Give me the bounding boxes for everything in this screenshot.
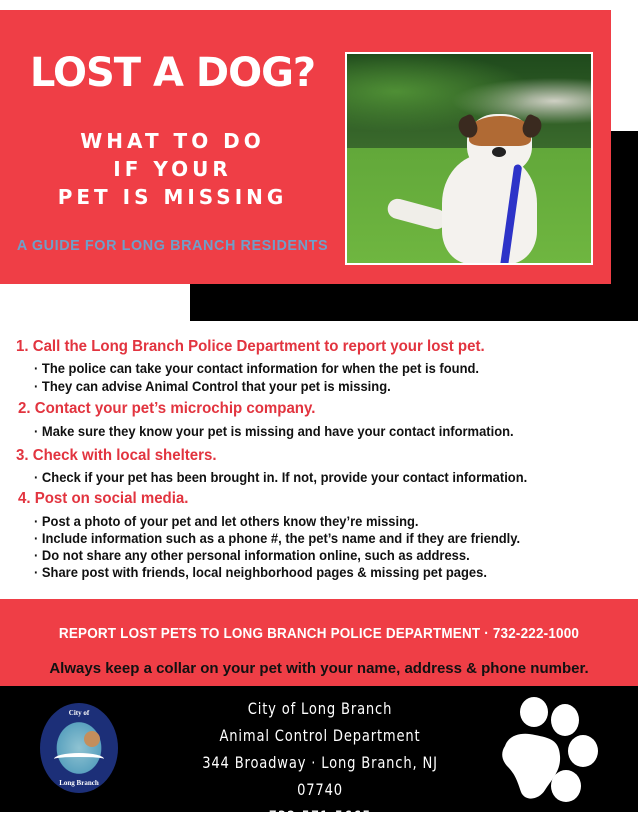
dog-tail bbox=[385, 197, 448, 232]
step-bullet: · Make sure they know your pet is missing and have your contact information. bbox=[34, 424, 514, 439]
guide-tagline: A GUIDE FOR LONG BRANCH RESIDENTS bbox=[16, 237, 329, 254]
department-address: 344 Broadway · Long Branch, NJ 07740 bbox=[202, 753, 438, 799]
seal-top-text: City of bbox=[68, 709, 90, 717]
dog-nose bbox=[492, 147, 506, 157]
step-bullet: · Share post with friends, local neighborhood pages & missing pet pages. bbox=[34, 565, 487, 580]
decorative-black-bar bbox=[190, 284, 638, 321]
step-bullet: · Include information such as a phone #, the pet’s name and if they are friendly. bbox=[34, 531, 521, 546]
subtitle-line: PET IS MISSING bbox=[57, 185, 288, 209]
contact-info bbox=[189, 695, 451, 825]
step-bullet: · The police can take your contact information for when the pet is found. bbox=[34, 361, 480, 376]
department-name: Animal Control Department bbox=[219, 726, 421, 745]
department-city: City of Long Branch bbox=[247, 699, 393, 718]
dog-photo bbox=[345, 52, 593, 265]
step-heading: 3. Check with local shelters. bbox=[16, 447, 217, 464]
subtitle bbox=[0, 127, 345, 211]
step-heading: 1. Call the Long Branch Police Department to report your lost pet. bbox=[16, 338, 485, 355]
step-heading: 4. Post on social media. bbox=[18, 490, 189, 507]
city-seal-logo bbox=[40, 703, 118, 793]
step-heading: 2. Contact your pet’s microchip company. bbox=[18, 400, 316, 417]
collar-reminder: Always keep a collar on your pet with your name, address & phone number. bbox=[49, 660, 589, 677]
footer bbox=[0, 686, 638, 825]
paw-print-icon bbox=[495, 696, 605, 806]
wave-icon bbox=[54, 753, 104, 765]
step-bullet: · Post a photo of your pet and let others know they’re missing. bbox=[34, 514, 419, 529]
report-banner bbox=[0, 599, 638, 686]
subtitle-line: WHAT TO DO bbox=[80, 129, 265, 153]
seal-bottom-text: Long Branch bbox=[59, 779, 99, 787]
step-bullet: · Check if your pet has been brought in. If not, provide your contact information. bbox=[34, 470, 528, 485]
sun-icon bbox=[84, 731, 100, 747]
page-title: LOST A DOG? bbox=[29, 50, 316, 96]
step-bullet: · They can advise Animal Control that your pet is missing. bbox=[34, 379, 391, 394]
step-bullet: · Do not share any other personal information online, such as address. bbox=[34, 548, 470, 563]
subtitle-line: IF YOUR bbox=[113, 157, 232, 181]
department-phone: 732-571-5665 bbox=[268, 807, 372, 825]
header-banner bbox=[0, 10, 611, 284]
report-phone-text: REPORT LOST PETS TO LONG BRANCH POLICE DEPARTMENT · 732-222-1000 bbox=[58, 626, 580, 642]
